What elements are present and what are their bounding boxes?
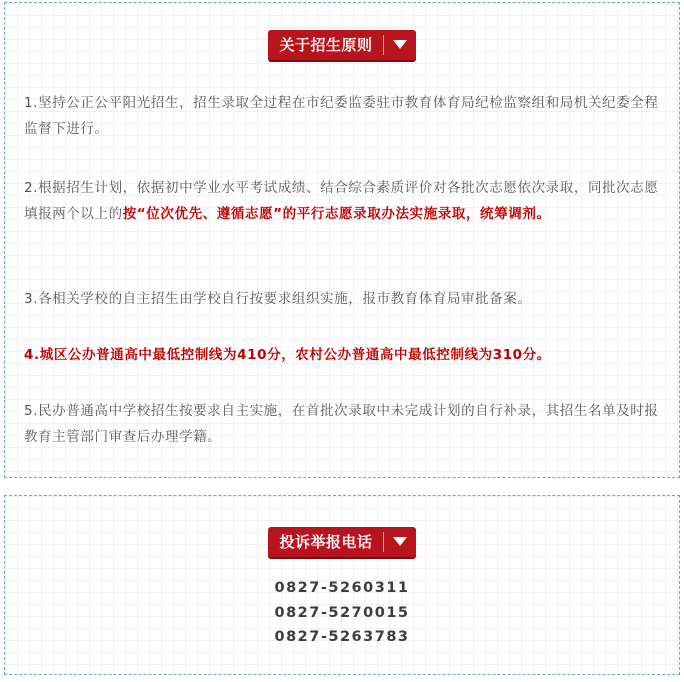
- phone-number[interactable]: 0827-5263783: [274, 629, 410, 645]
- phone-number[interactable]: 0827-5270015: [274, 604, 410, 621]
- principle-item-5: 5.民办普通高中学校招生按要求自主实施，在首批次录取中未完成计划的自行补录，其招生名单及时报教育主管部门审查后办理学籍。: [24, 403, 659, 445]
- principle-item-3: 3.各相关学校的自主招生由学校自行按要求组织实施，报市教育体育局审批备案。: [24, 291, 532, 307]
- principle-item-4: 4.城区公办普通高中最低控制线为410分，农村公办普通高中最低控制线为310分。: [24, 347, 551, 363]
- phone-number[interactable]: 0827-5260311: [274, 580, 410, 596]
- admission-principles-header[interactable]: [268, 30, 415, 60]
- complaint-hotline-header[interactable]: [268, 527, 415, 557]
- section-title: 关于招生原则: [279, 36, 373, 54]
- admission-principles-card: [4, 2, 680, 478]
- phone-list: [0, 576, 684, 650]
- caret-down-icon[interactable]: [384, 30, 416, 60]
- section-title: 投诉举报电话: [279, 533, 373, 551]
- section-header-wrap: [5, 527, 679, 557]
- principle-item-2: [24, 175, 669, 227]
- section-header-wrap: [5, 30, 679, 60]
- caret-down-icon[interactable]: [384, 527, 416, 557]
- principle-item-2-text: 2.根据招生计划，依据初中学业水平考试成绩、结合综合素质评价对各批次志愿依次录取，同批次志愿填报两个以上的: [24, 180, 659, 222]
- principle-item-1: 1.坚持公正公平阳光招生，招生录取全过程在市纪委监委驻市教育体育局纪检监察组和局机关纪委全程监督下进行。: [24, 95, 659, 137]
- principle-item-2-highlight: 按“位次优先、遵循志愿”的平行志愿录取办法实施录取，统筹调剂。: [122, 206, 551, 222]
